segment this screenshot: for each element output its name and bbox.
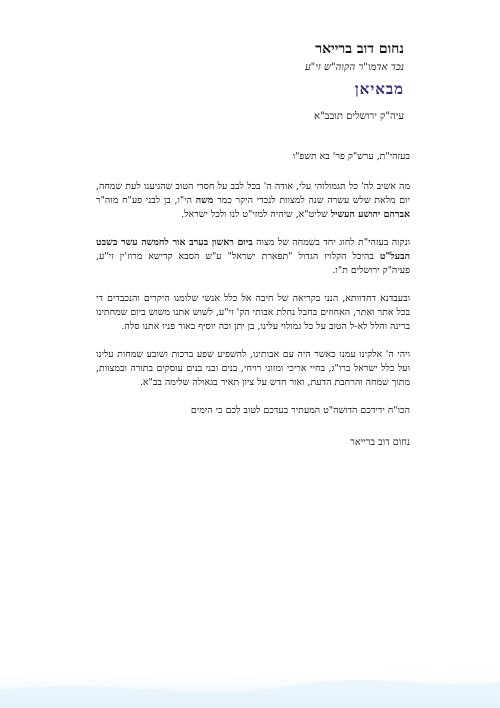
dateline: בעזהי"ת, ערש"ק פר' בא תשפ"ו bbox=[292, 151, 410, 162]
paragraph-1-text-b: הי"ו, בן לבני פע"ח מוה"ר bbox=[96, 195, 196, 206]
paragraph-3: ובעבדנא דחדוותא, הנני בקריאה של חיבה אל כלל אנשי שלומנו היקרים והנכבדים די בכל אתר ואתר, האחוזים בחבל נחלת אבותי הק' זי"ע, לשוש אתנו משוש ביום שמחתינו ברינה והלל לא-ל הטוב על כל גמולוי עלינו, בן יתן וכה יוסיף באור פניו אתנו סלה. bbox=[96, 293, 410, 332]
letterhead-name: נחום דוב ברייאר bbox=[315, 41, 404, 57]
letterhead bbox=[305, 40, 404, 126]
paragraph-1 bbox=[96, 180, 410, 222]
letterhead-place: מבאיאן bbox=[354, 80, 404, 98]
paragraph-4: ויהי ה' אלקינו עמנו כאשר היה עם אבותינו, להשפיע שפע ברכות ושובע שמחות עלינו ועל כלל ישראל ברו"ג, בחיי אריכי ומזוני רויחי, בנים ובני בנים עוסקים בתורה ובמצוות, מתוך שמחה והרחבת הדעת, ואור חדש על ציון תאיר בגאולה שלימה בב"א. bbox=[96, 349, 410, 388]
signature: נחום דוב ברייאר bbox=[350, 437, 410, 448]
footer-wave-1 bbox=[0, 665, 500, 708]
paragraph-2 bbox=[96, 236, 410, 278]
footer-wave-2 bbox=[0, 680, 500, 708]
letterhead-city: עיה"ק ירושלים תובב"א bbox=[314, 111, 404, 122]
footer-wave-decoration bbox=[0, 618, 500, 708]
letter-body bbox=[96, 150, 410, 450]
paragraph-2-text-b: בהיכל הקלויז הגדול "תפארת ישראל" ע"ש הסבא קדישא מרוז'ין זי"ע, פעיה"ק ירושלים ת"ו. bbox=[96, 251, 410, 276]
father-name: אברהם יהושע העשיל bbox=[330, 209, 410, 220]
event-date: ביום ראשון בערב אור לחמשה עשר בשבט הבעל"ט bbox=[96, 237, 410, 262]
paragraph-1-text-c: שליט"א, שיהיה למזי"ט לנו ולכל ישראל. bbox=[181, 209, 331, 220]
grandson-name: משה bbox=[195, 195, 214, 206]
paragraph-2-text-a: ונקוה בעזהי"ת לחוג יחד בשמחה של מצוה bbox=[252, 237, 411, 248]
paragraph-1-text-a: מה אשיב לה' כל תגמולוהי עלי, אודה ה' בכל לבב על חסדי הטוב שהגיענו לעת שמחה, יום מלאת שלש עשרה שנה למצוות לנכדי היקר כמר bbox=[96, 181, 410, 206]
closing-line: הכו"ח ידידכם הדושה"ט המעתיר בעדכם לטוב לכם כי הימים bbox=[190, 405, 410, 416]
letterhead-lineage: נכד אדמו"ר הקוה"ש זי"ע bbox=[305, 62, 404, 73]
